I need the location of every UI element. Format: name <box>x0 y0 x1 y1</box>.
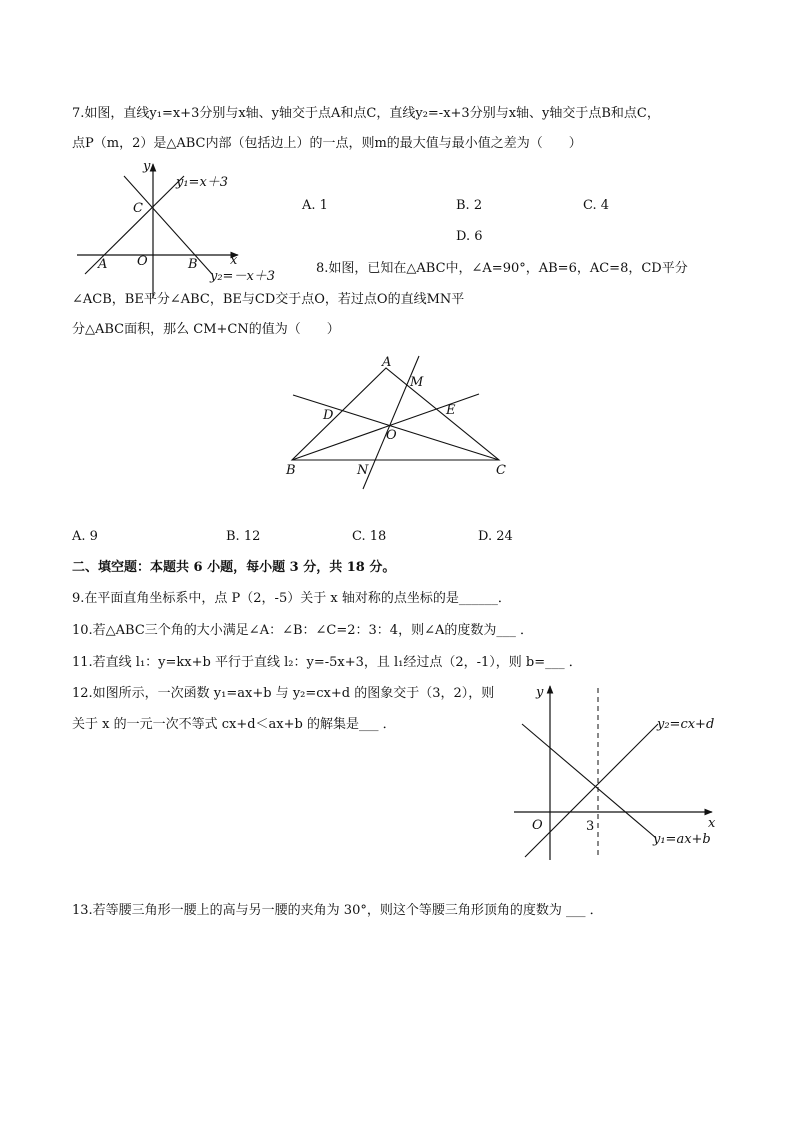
q8-point-N: N <box>357 463 369 478</box>
q11-text: 11.若直线 l₁：y=kx+b 平行于直线 l₂：y=-5x+3，且 l₁经过点（2，-1），则 b=___ ． <box>72 655 582 670</box>
q10-text: 10.若△ABC三个角的大小满足∠A：∠B：∠C=2：3：4，则∠A的度数为___ ． <box>72 623 533 638</box>
q12-text-line1: 12.如图所示，一次函数 y₁=ax+b 与 y₂=cx+d 的图象交于（3，2），则 <box>72 686 495 701</box>
q7-option-d: D. 6 <box>456 229 483 244</box>
q8-text-line1: 8.如图，已知在△ABC中，∠A=90°，AB=6，AC=8，CD平分 <box>316 261 688 276</box>
q8-text-line3: 分△ABC面积，那么 CM+CN的值为（ ） <box>72 322 340 337</box>
q7-point-O: O <box>137 254 148 269</box>
q8-text-line2: ∠ACB，BE平分∠ABC，BE与CD交于点O，若过点O的直线MN平 <box>72 292 465 307</box>
q13-text: 13.若等腰三角形一腰上的高与另一腰的夹角为 30°，则这个等腰三角形顶角的度数为 ___ ． <box>72 903 603 918</box>
q8-point-B: B <box>286 463 296 478</box>
q7-point-C: C <box>133 201 143 216</box>
q7-option-a: A. 1 <box>302 198 328 213</box>
q7-point-B: B <box>188 257 198 272</box>
q12-eq-bottom: y₁=ax+b <box>653 832 711 847</box>
q8-point-M: M <box>410 375 424 390</box>
q8-point-E: E <box>446 403 456 418</box>
q12-tick-3: 3 <box>586 819 595 834</box>
q7-eq1: y₁=x＋3 <box>176 175 229 190</box>
q7-text-line2: 点P（m，2）是△ABC内部（包括边上）的一点，则m的最大值与最小值之差为（ ） <box>72 136 582 151</box>
q8-option-b: B. 12 <box>226 529 261 544</box>
q12-x-label: x <box>708 816 716 831</box>
q8-point-O: O <box>386 428 397 443</box>
q9-text: 9.在平面直角坐标系中，点 P（2，-5）关于 x 轴对称的点坐标的是______． <box>72 591 511 606</box>
q8-point-A: A <box>382 355 392 370</box>
q12-origin-label: O <box>532 818 543 833</box>
q8-option-c: C. 18 <box>352 529 387 544</box>
q8-option-a: A. 9 <box>72 529 98 544</box>
q8-point-C: C <box>496 463 506 478</box>
q7-option-b: B. 2 <box>456 198 483 213</box>
q12-figure <box>508 682 728 862</box>
q12-y-label: y <box>536 685 544 700</box>
q7-figure <box>72 158 312 298</box>
q7-point-A: A <box>98 257 108 272</box>
q7-eq2: y₂=－x＋3 <box>210 269 276 284</box>
q12-text-line2: 关于 x 的一元一次不等式 cx+d＜ax+b 的解集是___ ． <box>72 717 396 732</box>
q7-text-line1: 7.如图，直线y₁=x+3分别与x轴、y轴交于点A和点C，直线y₂=-x+3分别与x轴、y轴交于点B和点C， <box>72 106 660 121</box>
q7-x-label: x <box>230 253 238 268</box>
section2-heading: 二、填空题：本题共 6 小题，每小题 3 分，共 18 分。 <box>72 560 396 575</box>
q8-option-d: D. 24 <box>478 529 513 544</box>
q12-eq-top: y₂=cx+d <box>657 717 715 732</box>
q8-figure <box>283 352 523 487</box>
q8-point-D: D <box>323 408 334 423</box>
q7-option-c: C. 4 <box>583 198 610 213</box>
q7-y-label: y <box>143 159 151 174</box>
